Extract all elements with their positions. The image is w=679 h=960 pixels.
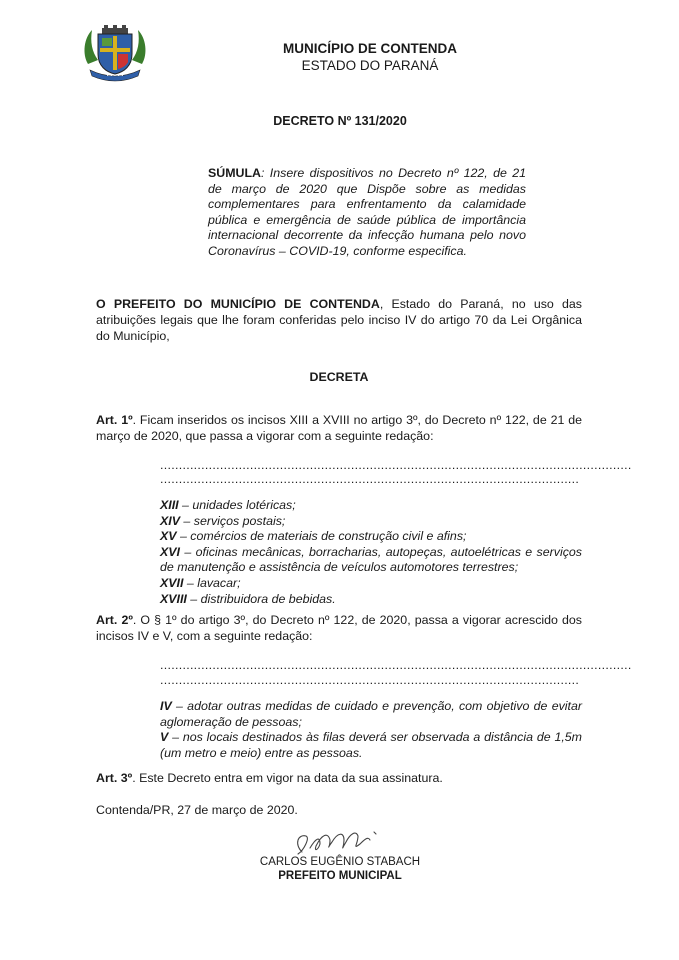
item-text: – comércios de materiais de construção civil e afins; xyxy=(176,529,467,544)
list-item xyxy=(160,730,582,761)
sumula-label: SÚMULA xyxy=(208,166,261,180)
article-1-text: . Ficam inseridos os incisos XIII a XVIII no artigo 3º, do Decreto nº 122, de 21 de março de 2020, que passa a vigorar com a seguinte redação: xyxy=(96,413,583,443)
signatory-block xyxy=(200,855,480,883)
item-number: XVIII xyxy=(160,591,187,606)
item-text: – distribuidora de bebidas. xyxy=(186,591,336,606)
signatory-name: CARLOS EUGÊNIO STABACH xyxy=(259,856,421,868)
list-item xyxy=(160,576,582,592)
decreta-heading: DECRETA xyxy=(309,370,369,384)
ellipsis-line: .............................................................................................................................. xyxy=(160,458,632,472)
item-text: – unidades lotéricas; xyxy=(178,498,296,512)
article-1-label: Art. 1º xyxy=(96,413,133,427)
sumula-text: : Insere dispositivos no Decreto nº 122, de 21 de março de 2020 que Dispõe sobre as medidas complementares para enfrentamento da calamidade pública e emergência de saúde pública de importância internacional decorrente da infecção humana pelo novo Coronavírus – COVID-19, conforme especifica. xyxy=(208,166,526,258)
article-2-text: . O § 1º do artigo 3º, do Decreto nº 122, de 2020, passa a vigorar acrescido dos incisos IV e V, com a seguinte redação: xyxy=(96,613,583,643)
list-item xyxy=(160,545,582,576)
ellipsis-line: ................................................................................................................ xyxy=(160,673,580,687)
article-3 xyxy=(96,770,582,786)
place-date: Contenda/PR, 27 de março de 2020. xyxy=(96,803,298,817)
sumula-block xyxy=(208,166,526,259)
item-number: XIV xyxy=(160,513,180,528)
decree-number: DECRETO Nº 131/2020 xyxy=(273,114,407,128)
list-item xyxy=(160,699,582,730)
article-2-label: Art. 2º xyxy=(96,613,133,627)
preamble-paragraph xyxy=(96,296,582,344)
item-text: – serviços postais; xyxy=(179,513,286,528)
list-item xyxy=(160,592,582,608)
list-item xyxy=(160,529,582,545)
item-text: – adotar outras medidas de cuidado e prevenção, com objetivo de evitar aglomeração de pessoas; xyxy=(160,699,582,729)
article-1 xyxy=(96,412,582,444)
article-2-items xyxy=(160,699,582,761)
preamble-text: , Estado do Paraná, no uso das atribuições legais que lhe foram conferidas pelo inciso IV do artigo 70 da Lei Orgânica do Município, xyxy=(96,297,582,343)
item-number: IV xyxy=(160,699,172,713)
ellipsis-line: ................................................................................................................ xyxy=(160,472,580,486)
item-text: – nos locais destinados às filas deverá ser observada a distância de 1,5m (um metro e meio) entre as pessoas. xyxy=(160,730,582,760)
item-text: – lavacar; xyxy=(183,575,241,590)
article-2 xyxy=(96,612,582,644)
coat-of-arms-icon xyxy=(80,24,150,82)
list-item xyxy=(160,498,582,514)
list-item xyxy=(160,514,582,530)
article-1-items xyxy=(160,498,582,607)
item-number: V xyxy=(160,730,169,745)
municipality-name: MUNICÍPIO DE CONTENDA xyxy=(282,41,457,56)
signatory-title: PREFEITO MUNICIPAL xyxy=(278,870,402,882)
article-3-label: Art. 3º xyxy=(96,771,133,785)
item-number: XV xyxy=(160,529,177,544)
preamble-bold: O PREFEITO DO MUNICÍPIO DE CONTENDA xyxy=(96,297,380,311)
svg-text:• • • • •: • • • • • xyxy=(106,73,124,78)
state-name: ESTADO DO PARANÁ xyxy=(301,58,439,73)
item-text: – oficinas mecânicas, borracharias, autopeças, autoelétricas e serviços de manutenção e assistência de veículos automotores terrestres; xyxy=(160,544,582,575)
document-header xyxy=(190,40,550,74)
ellipsis-line: .............................................................................................................................. xyxy=(160,658,632,672)
item-number: XIII xyxy=(160,498,179,512)
article-3-text: . Este Decreto entra em vigor na data da sua assinatura. xyxy=(132,771,443,785)
item-number: XVI xyxy=(160,544,180,559)
item-number: XVII xyxy=(160,575,184,590)
